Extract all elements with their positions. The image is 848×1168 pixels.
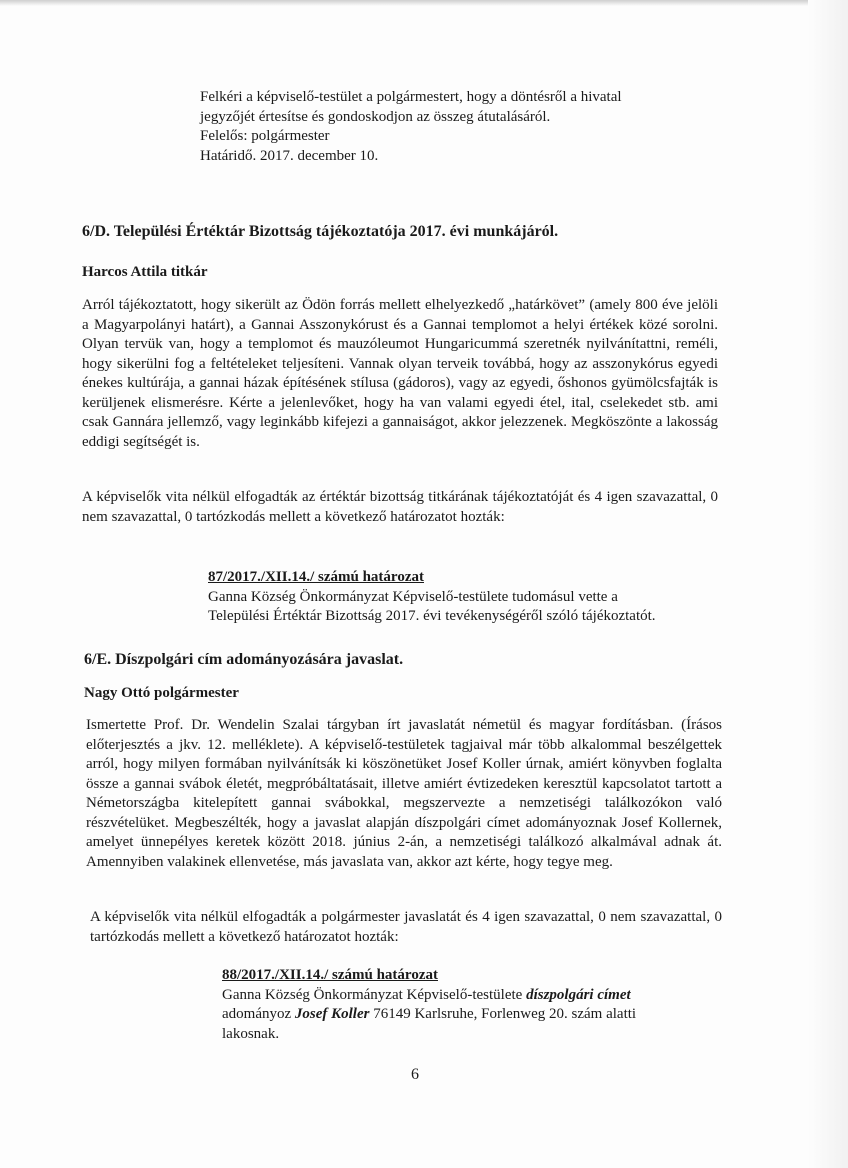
section-d-report: Arról tájékoztatott, hogy sikerült az Ödön forrás mellett elhelyezkedő „határkövet” (amely 800 éve jelöli a Magyarpolányi határt), a Gannai Asszonykórust és a Gannai templomot a helyi értékek közé sorolni. Olyan tervük van, hogy a templomot és mauzóleumot Hungaricummá szeretnék nyilvánítattni, reméli, hogy sikerülni fog a feltételeket teljesíteni. Vannak olyan terveik továbbá, hogy az asszonykórus egyedi énekes kultúrája, a gannai házak építésének stílusa (gádoros), vagy az egyedi, őshonos gyümölcsfajták is kerüljenek elismerésre. Kérte a jelenlevőket, hogy ha van valami egyedi étel, ital, cselekedet stb. ami csak Gannára jellemző, vagy leginkább kifejezi a gannaiságot, akkor jelezzenek. Megköszönte a lakosság eddigi segítségét is. — [82, 297, 718, 450]
resolution-88-text-part: Ganna Község Önkormányzat Képviselő-testülete — [222, 986, 527, 1003]
resolution-88-text-part: adományoz — [222, 1006, 295, 1022]
page-number: 6 — [411, 1066, 419, 1083]
resolution-88 — [222, 966, 722, 1044]
intro-line: Felkéri a képviselő-testület a polgármestert, hogy a döntésről a hivatal — [200, 89, 622, 105]
resolution-87-text: Ganna Község Önkormányzat Képviselő-testülete tudomásul vette a — [208, 588, 618, 605]
section-d-vote: A képviselők vita nélkül elfogadták az értéktár bizottság titkárának tájékoztatóját és 4 igen szavazattal, 0 nem szavazattal, 0 tartózkodás mellett a következő határozatot hozták: — [82, 489, 718, 525]
intro-block — [200, 88, 720, 166]
section-e-title: 6/E. Díszpolgári cím adományozására javaslat. — [84, 651, 404, 668]
section-d-title: 6/D. Települési Értéktár Bizottság tájékoztatója 2017. évi munkájáról. — [82, 223, 559, 240]
section-d-speaker: Harcos Attila titkár — [82, 264, 208, 280]
resolution-88-text — [222, 1005, 722, 1025]
resolution-88-emphasis: Josef Koller — [294, 1006, 370, 1022]
resolution-88-text — [222, 986, 722, 1006]
resolution-87 — [208, 568, 728, 627]
deadline-line: Határidő. 2017. december 10. — [200, 147, 379, 164]
intro-line: jegyzőjét értesítse és gondoskodjon az összeg átutalásáról. — [200, 108, 551, 125]
responsible-line: Felelős: polgármester — [200, 128, 330, 144]
resolution-87-text: Települési Értéktár Bizottság 2017. évi tevékenységéről szóló tájékoztatót. — [208, 608, 656, 624]
section-e-vote: A képviselők vita nélkül elfogadták a polgármester javaslatát és 4 igen szavazattal, 0 nem szavazattal, 0 tartózkodás mellett a következő határozatot hozták: — [90, 909, 722, 945]
scan-edge — [0, 0, 848, 6]
resolution-88-text-part: 76149 Karlsruhe, Forlenweg 20. szám alatti — [369, 1006, 637, 1022]
resolution-88-emphasis: díszpolgári címet — [526, 986, 631, 1003]
section-e-speaker: Nagy Ottó polgármester — [84, 685, 239, 701]
resolution-88-text: lakosnak. — [222, 1025, 280, 1042]
scan-shadow — [808, 0, 848, 1168]
section-e-report: Ismertette Prof. Dr. Wendelin Szalai tárgyban írt javaslatát németül és magyar fordításban. (Írásos előterjesztés a jkv. 12. melléklete). A képviselő-testületek tagjaival már több alkalommal beszélgettek arról, hogy milyen formában nyilvánítsák ki köszönetüket Josef Koller úrnak, amiért könyvben foglalta össze a gannai svábok életét, megpróbáltatásait, illetve amiért évtizedeken keresztül kapcsolatot tartott a Németországba kitelepített gannai svábokkal, megszervezte a nemzetiségi találkozókon való részvételüket. Megbeszélték, hogy a javaslat alapján díszpolgári címet adományoznak Josef Kollernek, amelyet ünnepélyes keretek között 2018. június 2-án, a nemzetiségi találkozó alkalmával adnak át. Amennyiben valakinek ellenvetése, más javaslata van, akkor azt kérte, hogy tegye meg. — [86, 717, 722, 870]
resolution-88-title: 88/2017./XII.14./ számú határozat — [222, 967, 438, 983]
resolution-87-title: 87/2017./XII.14./ számú határozat — [208, 569, 424, 585]
